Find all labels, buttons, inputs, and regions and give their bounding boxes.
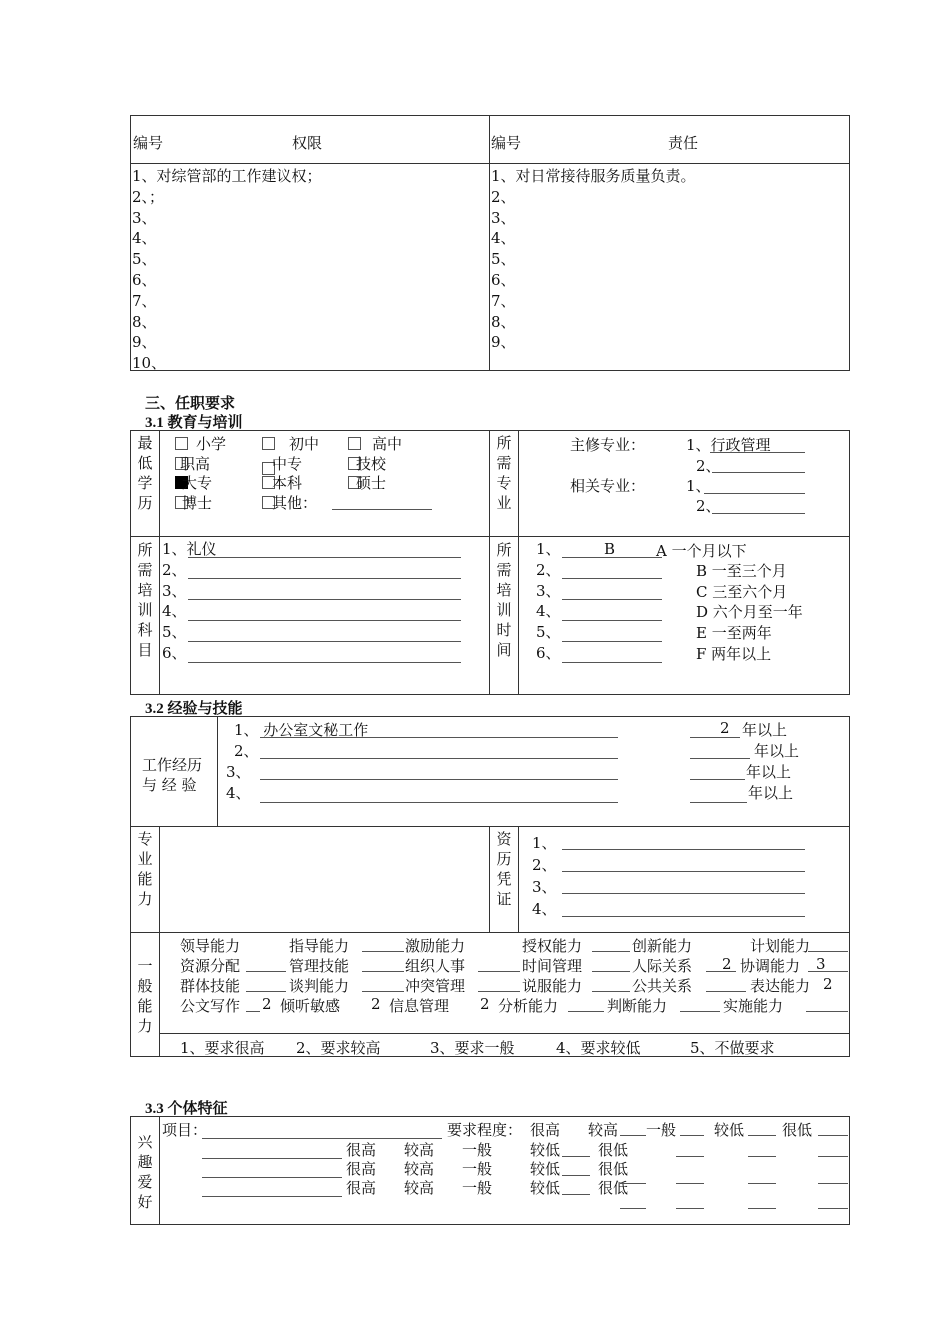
ability-line (246, 991, 286, 992)
related-major-label: 相关专业： (570, 477, 646, 495)
trait-level: 较高 (404, 1160, 435, 1178)
ability-name: 公共关系 (632, 977, 693, 995)
responsibility-item: 6、 (491, 270, 516, 289)
ability-value: 2 (262, 995, 272, 1013)
experience-line (260, 737, 618, 738)
section-3-3-title: 3.3 个体特征 (145, 1101, 228, 1117)
experience-item: 4、 (226, 784, 251, 802)
trait-line (748, 1156, 776, 1157)
trait-item-label: 项目： (162, 1121, 208, 1139)
ability-name: 倾听敏感 (280, 997, 341, 1015)
trait-level-header: 较低 (714, 1121, 745, 1139)
credentials-label: 资 历 凭 证 (496, 830, 512, 908)
ability-line (592, 951, 630, 952)
edu-checkbox-junior-high[interactable] (262, 437, 275, 450)
training-subject: 4、 (162, 602, 187, 621)
authority-num-header: 编号 (133, 134, 164, 152)
trait-line (562, 1175, 590, 1176)
responsibility-item: 4、 (491, 229, 516, 248)
experience-item: 1、 办公室文秘工作 (234, 721, 369, 739)
responsibility-item: 8、 (491, 312, 516, 331)
ability-line (706, 971, 736, 972)
ability-line (592, 991, 630, 992)
authority-table-divider (489, 115, 490, 371)
trait-level: 一般 (462, 1160, 493, 1178)
responsibility-item: 2、 (491, 187, 516, 206)
authority-table-header-line (130, 163, 850, 164)
training-time-number: 5、 (536, 623, 561, 642)
experience-years-suffix: 年以上 (746, 763, 792, 781)
trait-line (620, 1135, 646, 1136)
trait-level: 很低 (598, 1179, 629, 1197)
work-experience-label-2: 与 经 验 (142, 776, 197, 794)
trait-line (680, 1135, 704, 1136)
ability-name: 组织人事 (405, 957, 466, 975)
credential-line (562, 849, 805, 850)
experience-years-suffix: 年以上 (748, 784, 794, 802)
edu-col-line-3 (518, 430, 519, 695)
ability-line (246, 1011, 260, 1012)
experience-line (260, 802, 618, 803)
trait-level: 较高 (404, 1141, 435, 1159)
training-time-option: D 六个月至一年 (696, 603, 803, 621)
ability-value: 2 (480, 995, 490, 1013)
traits-col-line (159, 1116, 160, 1225)
authority-item: 9、 (132, 333, 157, 352)
ability-name: 协调能力 (740, 957, 801, 975)
training-time-number: 1、 (536, 540, 561, 558)
trait-line (676, 1208, 704, 1209)
responsibility-item: 7、 (491, 291, 516, 310)
training-time-label: 所 需 培 训 时 间 (496, 541, 512, 659)
ability-line (806, 1011, 848, 1012)
trait-line (202, 1177, 342, 1178)
edu-option-junior-college: 大专 (182, 474, 213, 492)
training-subject: 5、 (162, 623, 187, 642)
training-time-number: 6、 (536, 643, 561, 662)
authority-title-header: 权限 (292, 134, 323, 152)
edu-option-tech-school: 技校 (356, 455, 387, 473)
trait-line (562, 1194, 590, 1195)
training-time-number: 4、 (536, 602, 561, 621)
ability-legend-item: 5、不做要求 (690, 1039, 775, 1057)
trait-line (818, 1156, 848, 1157)
exp-col-line-3 (489, 826, 490, 932)
ability-value: 2 (371, 995, 381, 1013)
ability-line (362, 971, 404, 972)
training-subject-line (188, 662, 461, 663)
experience-item: 2、 (234, 742, 259, 760)
ability-legend-item: 1、要求很高 (180, 1039, 265, 1057)
min-education-label: 最 低 学 历 (137, 434, 153, 512)
professional-ability-label: 专 业 能 力 (137, 830, 153, 908)
trait-level: 一般 (462, 1141, 493, 1159)
training-subject-line (188, 557, 461, 558)
required-major-label: 所 需 专 业 (496, 434, 512, 512)
main-major-1: 1、行政管理 (686, 436, 771, 454)
trait-line (620, 1183, 646, 1184)
trait-line (562, 1156, 590, 1157)
trait-line (748, 1135, 776, 1136)
related-major-1: 1、 (686, 477, 711, 495)
training-time-numbers (536, 539, 561, 664)
edu-option-primary: 小学 (196, 435, 227, 453)
related-major-1-line (704, 493, 805, 494)
edu-option-senior-high: 高中 (372, 435, 403, 453)
experience-years-value: 2 (720, 719, 730, 737)
ability-legend-item: 3、要求一般 (430, 1039, 515, 1057)
ability-name: 冲突管理 (405, 977, 466, 995)
training-time-option: C 三至六个月 (696, 583, 788, 601)
training-time-line (562, 578, 662, 579)
ability-name: 谈判能力 (289, 977, 350, 995)
trait-level: 较低 (530, 1160, 561, 1178)
trait-level: 很低 (598, 1141, 629, 1159)
trait-degree-label: 要求程度： (447, 1121, 523, 1139)
training-time-answer: B (604, 540, 616, 558)
general-ability-label: 一 般 能 力 (137, 957, 153, 1035)
edu-col-line-2 (489, 430, 490, 695)
edu-option-bachelor: 本科 (272, 474, 303, 492)
ability-name: 指导能力 (289, 937, 350, 955)
ability-name: 时间管理 (522, 957, 583, 975)
section-3-1-title: 3.1 教育与培训 (145, 415, 243, 431)
experience-years-line (690, 737, 740, 738)
experience-line (260, 758, 618, 759)
training-subject-line (188, 641, 461, 642)
trait-line (620, 1208, 646, 1209)
ability-name: 激励能力 (405, 937, 466, 955)
authority-item: 3、 (132, 208, 157, 227)
credential-line (562, 893, 805, 894)
trait-level: 很高 (346, 1179, 377, 1197)
ability-name: 计划能力 (750, 937, 811, 955)
responsibility-num-header: 编号 (491, 134, 522, 152)
main-major-2-line (712, 472, 805, 473)
training-subject-line (188, 620, 461, 621)
ability-line (478, 971, 520, 972)
ability-name: 表达能力 (750, 977, 811, 995)
training-time-option: B 一至三个月 (696, 562, 787, 580)
experience-years-suffix: 年以上 (754, 742, 800, 760)
authority-list (132, 166, 322, 374)
training-subject-line (188, 578, 461, 579)
credential-item: 3、 (532, 878, 557, 896)
edu-checkbox-primary[interactable] (175, 437, 188, 450)
edu-option-master: 硕士 (356, 474, 387, 492)
ability-line (592, 971, 630, 972)
authority-item: 2、； (132, 187, 165, 206)
training-time-line (562, 599, 662, 600)
ability-name: 授权能力 (522, 937, 583, 955)
trait-level-header: 很低 (782, 1121, 813, 1139)
section-3-2-title: 3.2 经验与技能 (145, 701, 243, 717)
experience-years-suffix: 年以上 (742, 721, 788, 739)
section-3-title: 三、任职要求 (145, 396, 236, 412)
authority-item: 10、 (132, 354, 167, 373)
trait-line (748, 1183, 776, 1184)
interests-label: 兴 趣 爱 好 (137, 1133, 153, 1211)
main-major-label: 主修专业： (570, 436, 646, 454)
edu-option-junior-high: 初中 (289, 435, 320, 453)
authority-item: 5、 (132, 250, 157, 269)
responsibility-item: 1、对日常接待服务质量负责。 (491, 167, 696, 185)
edu-row-line (130, 536, 850, 537)
exp-row-line-1 (130, 826, 850, 827)
ability-name: 人际关系 (632, 957, 693, 975)
responsibility-title-header: 责任 (668, 134, 699, 152)
main-major-1-line (710, 452, 805, 453)
trait-level: 很低 (598, 1160, 629, 1178)
authority-item: 4、 (132, 229, 157, 248)
trait-level: 很高 (346, 1160, 377, 1178)
ability-name: 群体技能 (180, 977, 241, 995)
ability-line (478, 991, 520, 992)
authority-item: 7、 (132, 291, 157, 310)
ability-name: 管理技能 (289, 957, 350, 975)
main-major-2: 2、 (696, 457, 721, 475)
credential-item: 4、 (532, 900, 557, 918)
ability-name: 分析能力 (498, 997, 559, 1015)
training-subject-line (188, 599, 461, 600)
ability-name: 实施能力 (723, 997, 784, 1015)
training-subjects-label: 所 需 培 训 科 目 (137, 541, 153, 659)
experience-years-line (690, 758, 750, 759)
edu-option-tech-secondary: 中专 (272, 455, 303, 473)
ability-line (568, 1011, 604, 1012)
training-time-line (562, 620, 662, 621)
ability-value: 2 (722, 955, 732, 973)
edu-col-line-1 (159, 430, 160, 695)
trait-line (818, 1135, 848, 1136)
authority-item: 8、 (132, 312, 157, 331)
trait-line (676, 1183, 704, 1184)
edu-option-vocational-high: 职高 (180, 455, 211, 473)
responsibility-list (491, 166, 696, 353)
authority-item: 1、对综管部的工作建议权； (132, 167, 322, 185)
work-experience-label-1: 工作经历 (142, 756, 203, 774)
edu-option-doctor: 博士 (182, 494, 213, 512)
training-time-option: A 一个月以下 (656, 542, 747, 560)
ability-name: 信息管理 (389, 997, 450, 1015)
training-time-number: 2、 (536, 560, 561, 579)
ability-line (680, 1011, 720, 1012)
training-time-line (562, 641, 662, 642)
training-subject: 6、 (162, 643, 187, 662)
responsibility-item: 5、 (491, 250, 516, 269)
ability-legend-item: 2、要求较高 (296, 1039, 381, 1057)
ability-line (808, 951, 848, 952)
exp-col-line-2 (159, 826, 160, 1057)
exp-row-line-2 (130, 932, 850, 933)
training-time-line (562, 557, 662, 558)
training-time-option: E 一至两年 (696, 624, 772, 642)
trait-line (748, 1208, 776, 1209)
experience-years-line (690, 779, 745, 780)
trait-level: 较低 (530, 1179, 561, 1197)
ability-line (362, 991, 404, 992)
responsibility-item: 3、 (491, 208, 516, 227)
training-time-number: 3、 (536, 581, 561, 600)
exp-col-line-4 (518, 826, 519, 932)
trait-level: 较低 (530, 1141, 561, 1159)
related-major-2: 2、 (696, 497, 721, 515)
experience-line (260, 779, 618, 780)
training-time-option: F 两年以上 (696, 645, 772, 663)
trait-line (202, 1196, 342, 1197)
trait-line (202, 1158, 342, 1159)
ability-name: 说服能力 (522, 977, 583, 995)
exp-row-line-3 (159, 1033, 850, 1034)
ability-name: 公文写作 (180, 997, 241, 1015)
training-time-line (562, 662, 662, 663)
ability-name: 领导能力 (180, 937, 241, 955)
trait-level: 一般 (462, 1179, 493, 1197)
ability-line (706, 991, 746, 992)
related-major-2-line (712, 513, 805, 514)
experience-item: 3、 (226, 763, 251, 781)
credential-item: 1、 (532, 834, 557, 852)
trait-line (676, 1156, 704, 1157)
credential-item: 2、 (532, 856, 557, 874)
ability-name: 判断能力 (607, 997, 668, 1015)
trait-level-header: 很高 (530, 1121, 561, 1139)
ability-legend-item: 4、要求较低 (556, 1039, 641, 1057)
ability-line (362, 951, 404, 952)
ability-name: 资源分配 (180, 957, 241, 975)
edu-option-other: 其他： (272, 494, 318, 512)
training-subject: 1、礼仪 (162, 540, 217, 558)
training-subject: 3、 (162, 581, 187, 600)
credential-line (562, 871, 805, 872)
edu-checkbox-senior-high[interactable] (348, 437, 361, 450)
experience-years-line (690, 802, 747, 803)
credential-line (562, 916, 805, 917)
trait-level: 较高 (404, 1179, 435, 1197)
trait-level: 很高 (346, 1141, 377, 1159)
ability-name: 创新能力 (632, 937, 693, 955)
training-subject: 2、 (162, 560, 187, 579)
trait-line (818, 1208, 848, 1209)
exp-col-line (217, 716, 218, 826)
trait-level-header: 较高 (588, 1121, 619, 1139)
ability-value: 3 (816, 955, 826, 973)
trait-level-header: 一般 (646, 1121, 677, 1139)
trait-line (818, 1183, 848, 1184)
edu-other-field[interactable] (332, 509, 432, 510)
ability-line (808, 971, 848, 972)
authority-item: 6、 (132, 270, 157, 289)
responsibility-item: 9、 (491, 333, 516, 352)
ability-line (246, 971, 286, 972)
ability-value: 2 (823, 975, 833, 993)
